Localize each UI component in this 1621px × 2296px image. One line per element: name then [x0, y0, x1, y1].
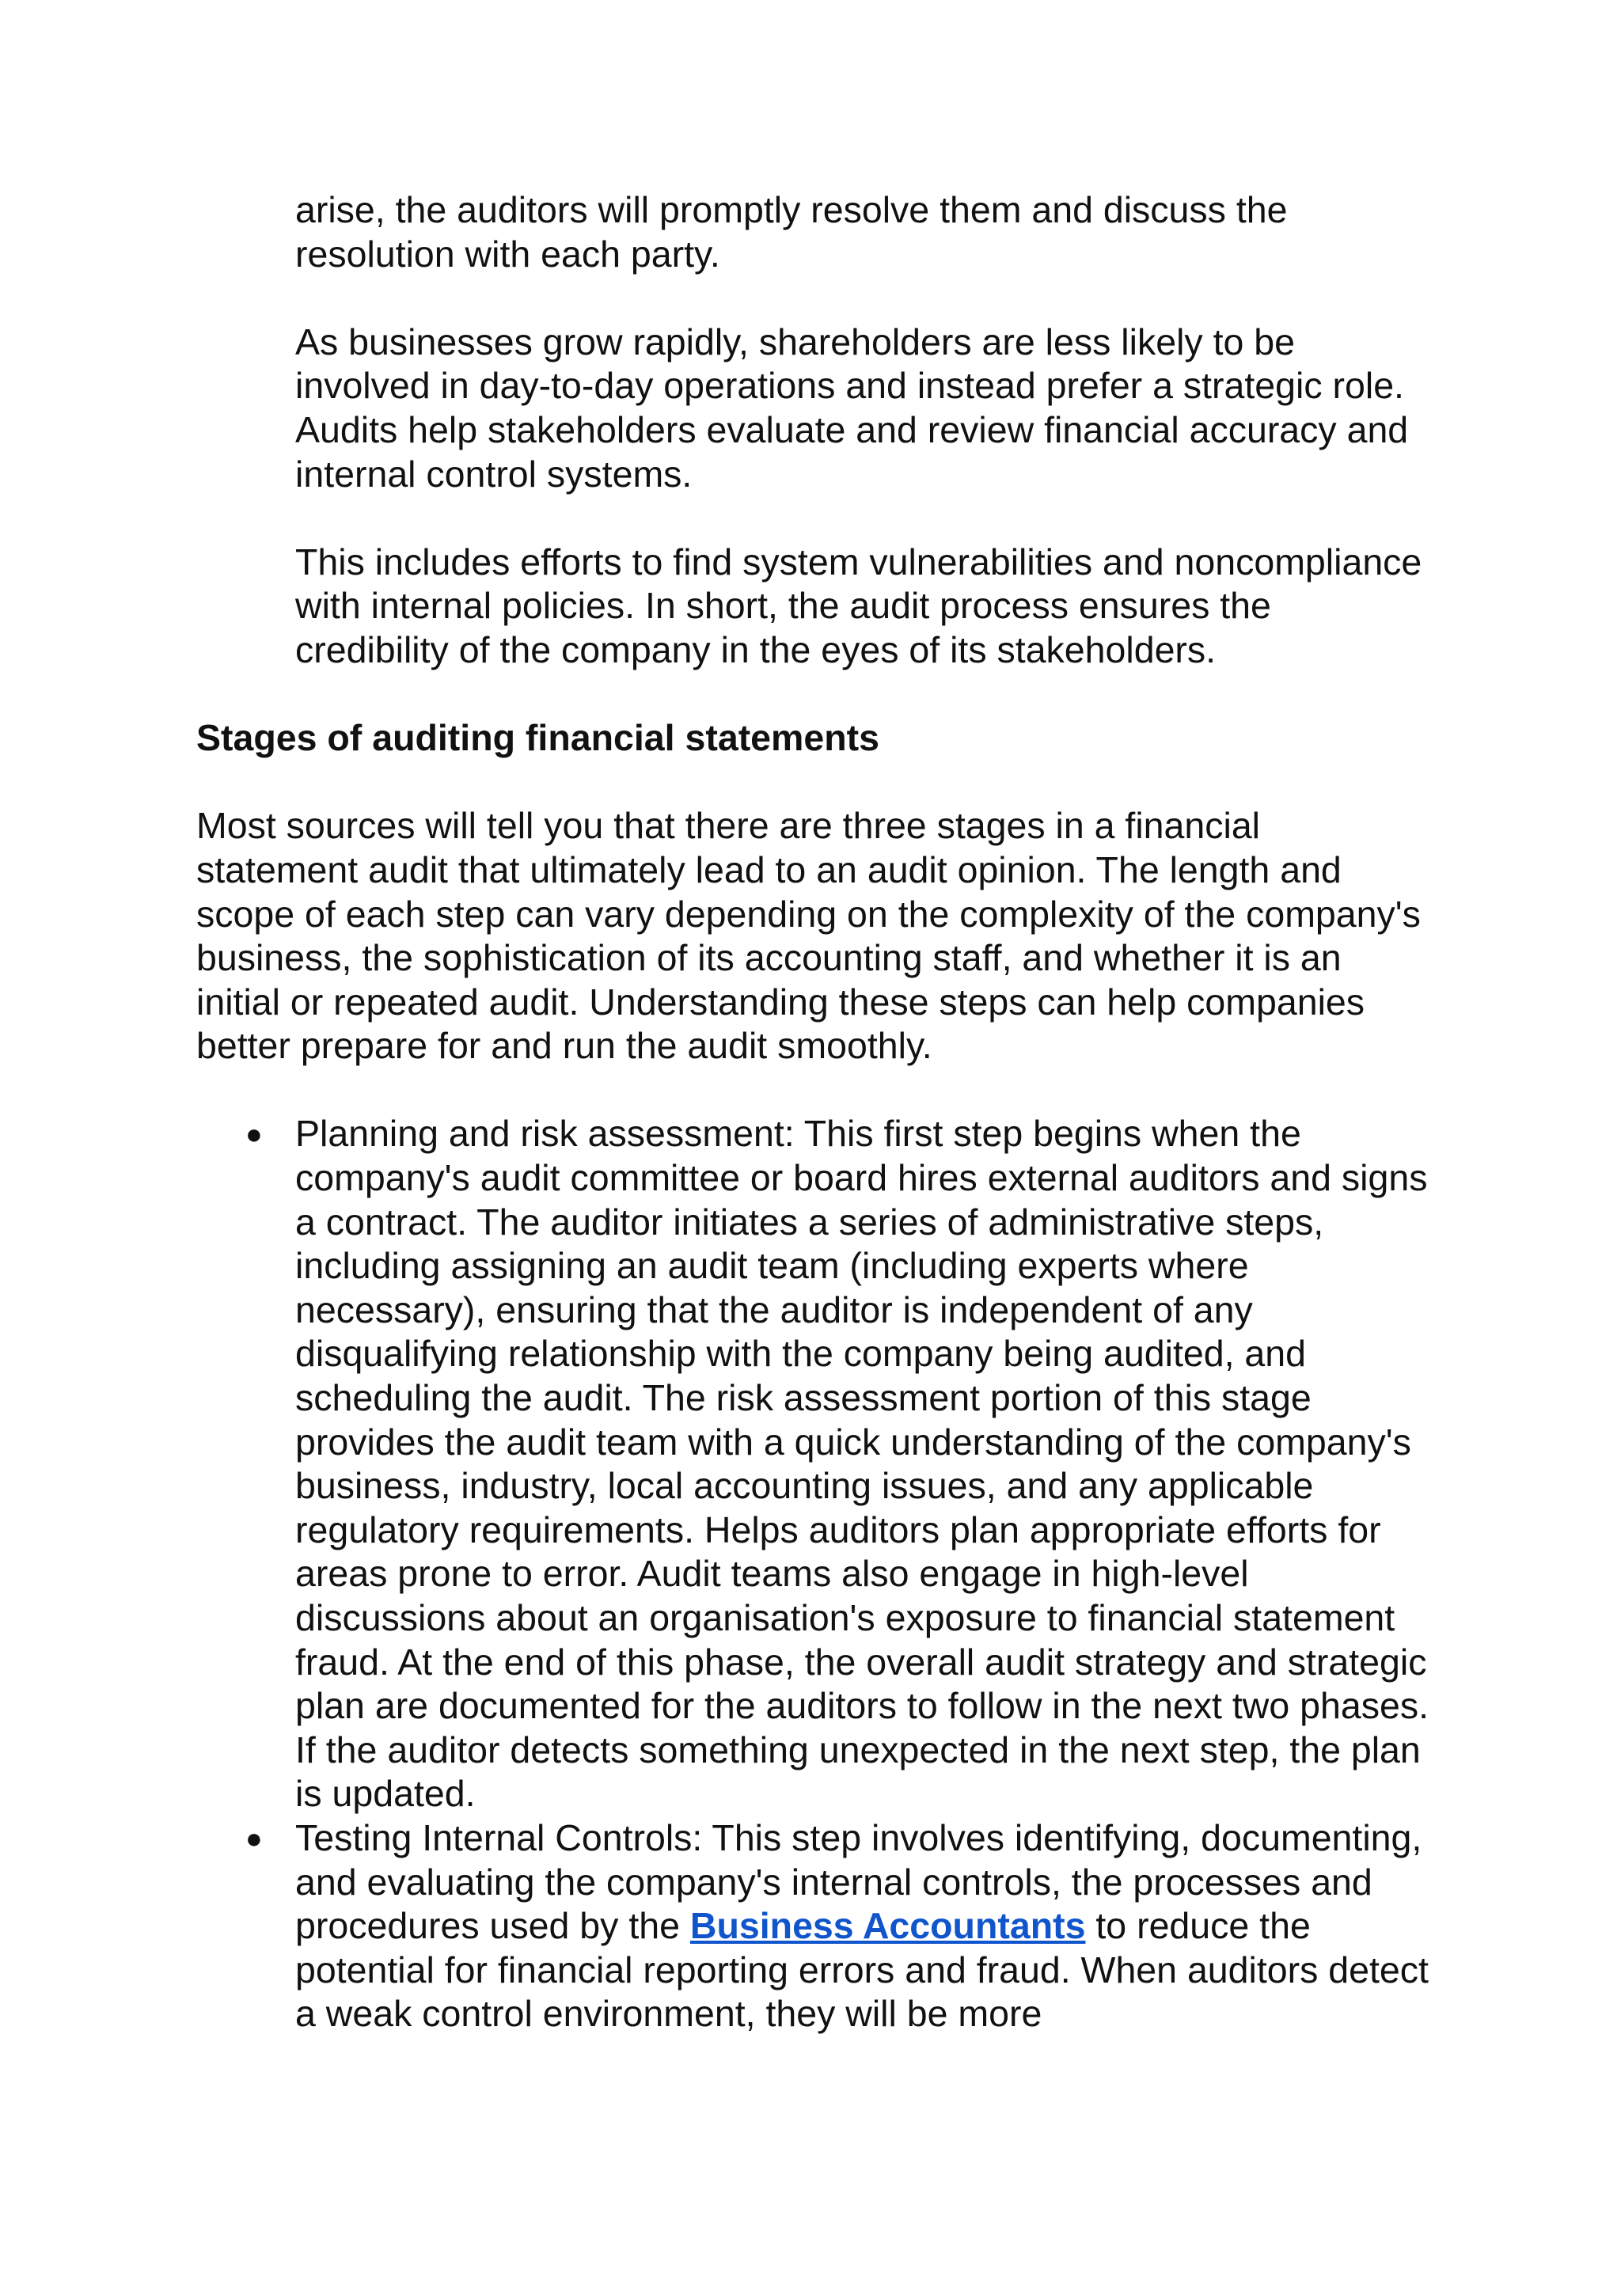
intro-paragraph-3: This includes efforts to find system vulnerabilities and noncompliance with internal policies. In short, the audit process ensures the credibility of the company in the eyes of its stakeholders. [295, 541, 1422, 670]
list-item [196, 1816, 1431, 2036]
intro-paragraph-2: As businesses grow rapidly, shareholders are less likely to be involved in day-to-day operations and instead prefer a strategic role. Audits help stakeholders evaluate and review financial accuracy and internal control systems. [295, 321, 1409, 495]
bullet-text-testing-after-link: to reduce the potential for financial reporting errors and fraud. When auditors detect a weak control environment, they will be more [295, 1905, 1429, 2035]
intro-paragraph-1: arise, the auditors will promptly resolve them and discuss the resolution with each party. [295, 189, 1288, 275]
bullet-text-testing-before-link: Testing Internal Controls: This step involves identifying, documenting, and evaluating the company's internal controls, the processes and procedures used by the [295, 1816, 1422, 1947]
section-body-paragraph: Most sources will tell you that there are three stages in a financial statement audit that ultimately lead to an audit opinion. The length and scope of each step can vary depending on the complexity of the company's business, the sophistication of its accounting staff, and whether it is an initial or repeated audit. Understanding these steps can help companies better prepare for and run the audit smoothly. [196, 805, 1421, 1067]
bullet-text-planning: Planning and risk assessment: This first step begins when the company's audit committee or board hires external auditors and signs a contract. The auditor initiates a series of administrative steps, including assigning an audit team (including experts where necessary), ensuring that the auditor is independent of any disqualifying relationship with the company being audited, and scheduling the audit. The risk assessment portion of this stage provides the audit team with a quick understanding of the company's business, industry, local accounting issues, and any applicable regulatory requirements. Helps auditors plan appropriate efforts for areas prone to error. Audit teams also engage in high-level discussions about an organisation's exposure to financial statement fraud. At the end of this phase, the overall audit strategy and strategic plan are documented for the auditors to follow in the next two phases. If the auditor detects something unexpected in the next step, the plan is updated. [295, 1113, 1429, 1815]
stages-bullet-list [196, 1112, 1431, 2036]
document-content [196, 188, 1431, 2036]
bullet-icon: ● [245, 1118, 263, 1151]
section-heading: Stages of auditing financial statements [196, 717, 879, 759]
business-accountants-link[interactable]: Business Accountants [689, 1905, 1086, 1947]
bullet-icon: ● [245, 1821, 263, 1854]
list-item [196, 1112, 1431, 1816]
